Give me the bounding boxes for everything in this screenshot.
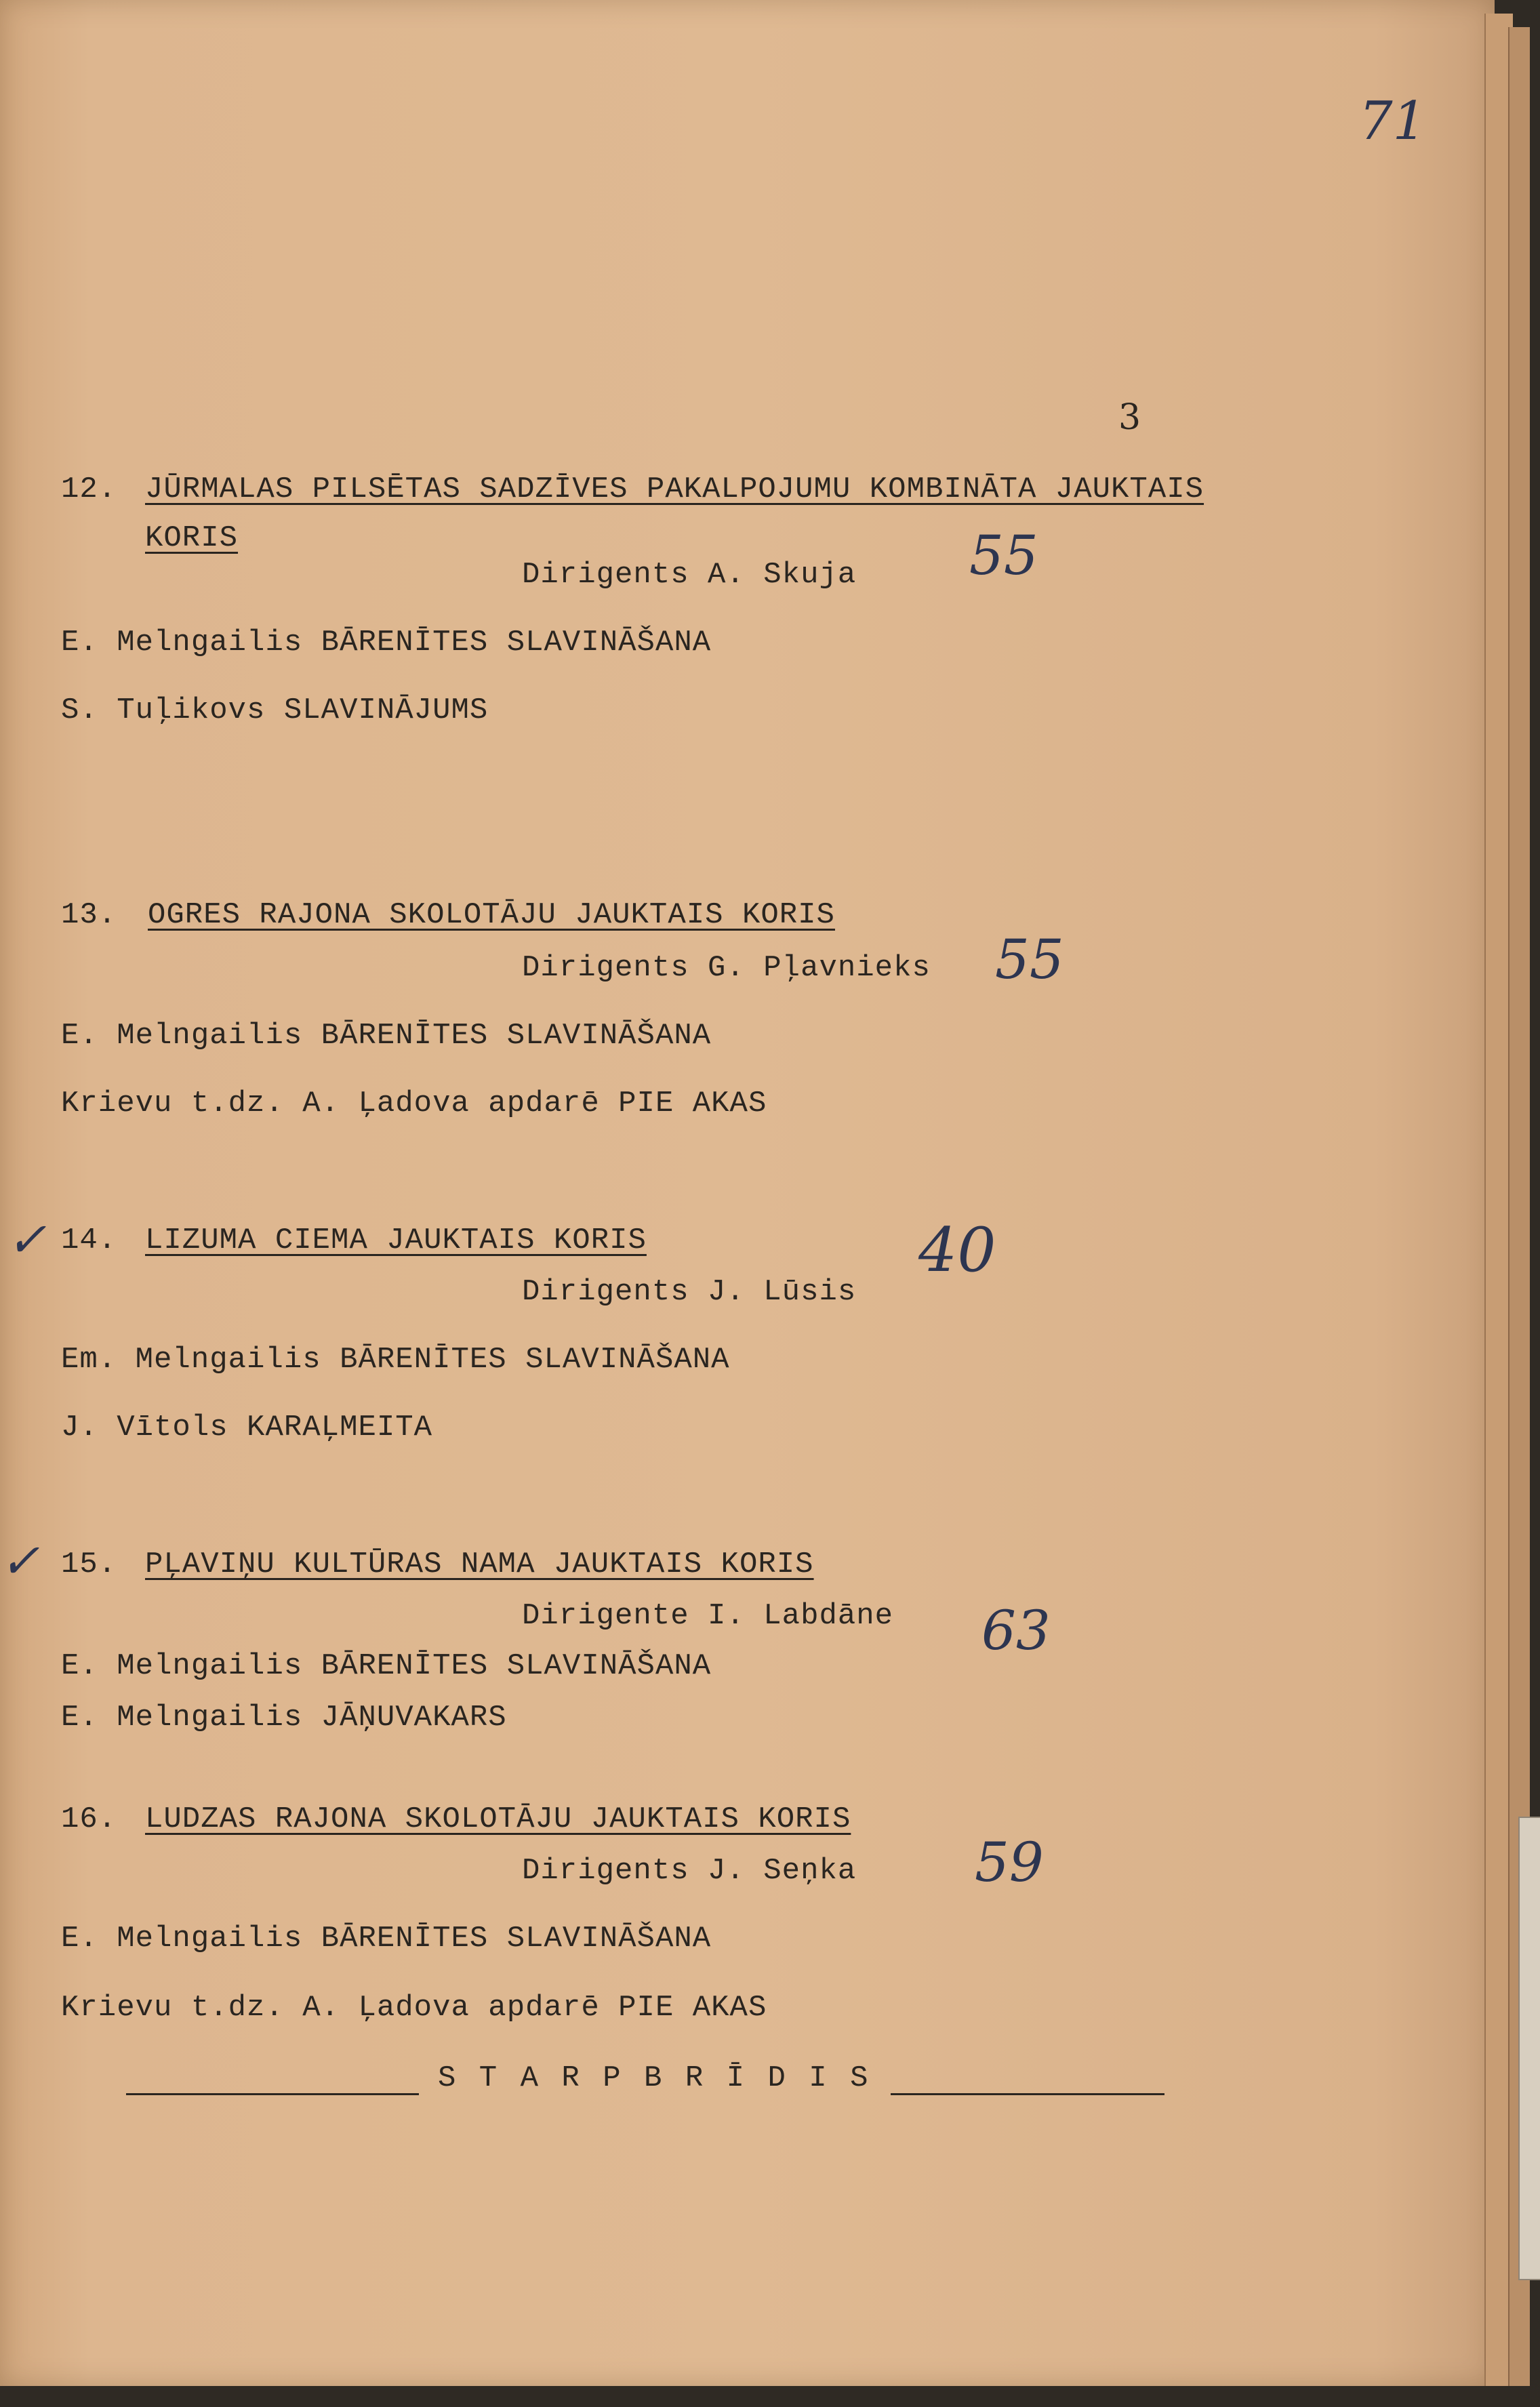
binder-tab — [1518, 1817, 1540, 2280]
handwritten-mark: 55 — [995, 928, 1064, 991]
choir-title: LIZUMA CIEMA JAUKTAIS KORIS — [145, 1223, 647, 1257]
choir-title: JŪRMALAS PILSĒTAS SADZĪVES PAKALPOJUMU KOMBINĀTA JAUKTAIS — [145, 472, 1204, 506]
intermission-label: S T A R P B R Ī D I S — [438, 2061, 871, 2095]
handwritten-mark: 63 — [981, 1599, 1051, 1662]
conductor: Dirigents J. Seņka — [522, 1854, 857, 1888]
rule-left — [126, 2093, 419, 2095]
conductor: Dirigents J. Lūsis — [522, 1275, 857, 1309]
song-line: E. Melngailis BĀRENĪTES SLAVINĀŠANA — [61, 1649, 712, 1683]
song-line: E. Melngailis BĀRENĪTES SLAVINĀŠANA — [61, 1019, 712, 1053]
item-number: 16. — [61, 1802, 117, 1836]
item-number: 13. — [61, 898, 117, 932]
song-line: Krievu t.dz. A. Ļadova apdarē PIE AKAS — [61, 1991, 767, 2025]
item-number: 14. — [61, 1223, 117, 1257]
item-number: 12. — [61, 472, 117, 506]
song-line: Krievu t.dz. A. Ļadova apdarē PIE AKAS — [61, 1087, 767, 1120]
choir-title: PĻAVIŅU KULTŪRAS NAMA JAUKTAIS KORIS — [145, 1548, 814, 1581]
conductor: Dirigents G. Pļavnieks — [522, 951, 931, 985]
choir-title: LUDZAS RAJONA SKOLOTĀJU JAUKTAIS KORIS — [145, 1802, 851, 1836]
song-line: J. Vītols KARAĻMEITA — [61, 1411, 433, 1444]
folio-number: 71 — [1359, 91, 1427, 152]
page-number: 3 — [1118, 397, 1141, 438]
rule-right — [891, 2093, 1164, 2095]
song-line: S. Tuļikovs SLAVINĀJUMS — [61, 693, 489, 727]
choir-title: OGRES RAJONA SKOLOTĀJU JAUKTAIS KORIS — [148, 898, 835, 932]
handwritten-mark: 59 — [975, 1831, 1044, 1894]
checkmark: ✓ — [7, 1212, 47, 1268]
checkmark: ✓ — [0, 1533, 40, 1589]
song-line: E. Melngailis JĀŅUVAKARS — [61, 1701, 507, 1735]
conductor: Dirigente I. Labdāne — [522, 1599, 894, 1633]
choir-title-continued: KORIS — [145, 521, 239, 555]
conductor: Dirigents A. Skuja — [522, 558, 857, 592]
handwritten-mark: 40 — [918, 1215, 996, 1286]
handwritten-mark: 55 — [969, 524, 1038, 587]
song-line: E. Melngailis BĀRENĪTES SLAVINĀŠANA — [61, 1922, 712, 1956]
song-line: E. Melngailis BĀRENĪTES SLAVINĀŠANA — [61, 626, 712, 660]
item-number: 15. — [61, 1548, 117, 1581]
song-line: Em. Melngailis BĀRENĪTES SLAVINĀŠANA — [61, 1343, 730, 1377]
